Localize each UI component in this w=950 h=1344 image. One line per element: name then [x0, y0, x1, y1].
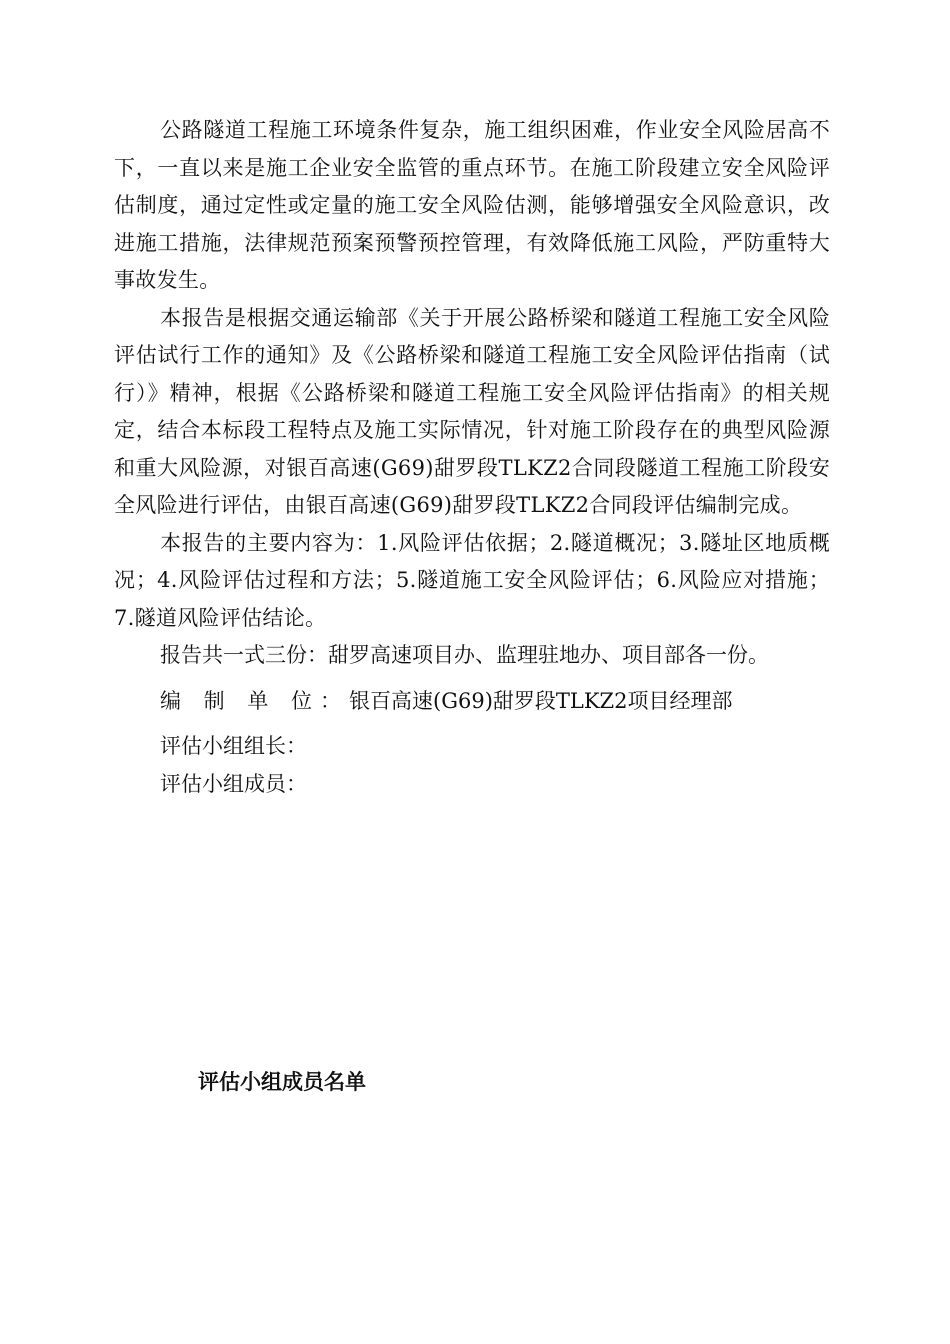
compiler-value: 银百高速(G69)甜罗段TLKZ2项目经理部 [349, 688, 733, 713]
team-leader-line: 评估小组组长： [160, 734, 307, 758]
copies-line: 报告共一式三份：甜罗高速项目办、监理驻地办、项目部各一份。 [160, 643, 769, 667]
paragraph-intro: 公路隧道工程施工环境条件复杂，施工组织困难，作业安全风险居高不下，一直以来是施工企业安全监管的重点环节。在施工阶段建立安全风险评估制度，通过定性或定量的施工安全风险估测，能够增强安全风险意识，改进施工措施，法律规范预案预警预控管理，有效降低施工风险，严防重特大事故发生。 [114, 118, 830, 292]
paragraph-basis: 本报告是根据交通运输部《关于开展公路桥梁和隧道工程施工安全风险评估试行工作的通知》及《公路桥梁和隧道工程施工安全风险评估指南（试行）》精神，根据《公路桥梁和隧道工程施工安全风险评估指南》的相关规定，结合本标段工程特点及施工实际情况，针对施工阶段存在的典型风险源和重大风险源，对银百高速(G69)甜罗段TLKZ2合同段隧道工程施工阶段安全风险进行评估，由银百高速(G69)甜罗段TLKZ2合同段评估编制完成。 [114, 305, 830, 517]
team-members-line: 评估小组成员： [160, 771, 307, 796]
report-body [114, 112, 830, 803]
member-list-title: 评估小组成员名单 [198, 1070, 366, 1094]
paragraph-contents: 本报告的主要内容为：1.风险评估依据；2.隧道概况；3.隧址区地质概况；4.风险评估过程和方法；5.隧道施工安全风险评估；6.风险应对措施；7.隧道风险评估结论。 [114, 530, 830, 630]
compiler-line [114, 683, 830, 721]
compiler-label: 编 制 单 位： [160, 688, 350, 713]
